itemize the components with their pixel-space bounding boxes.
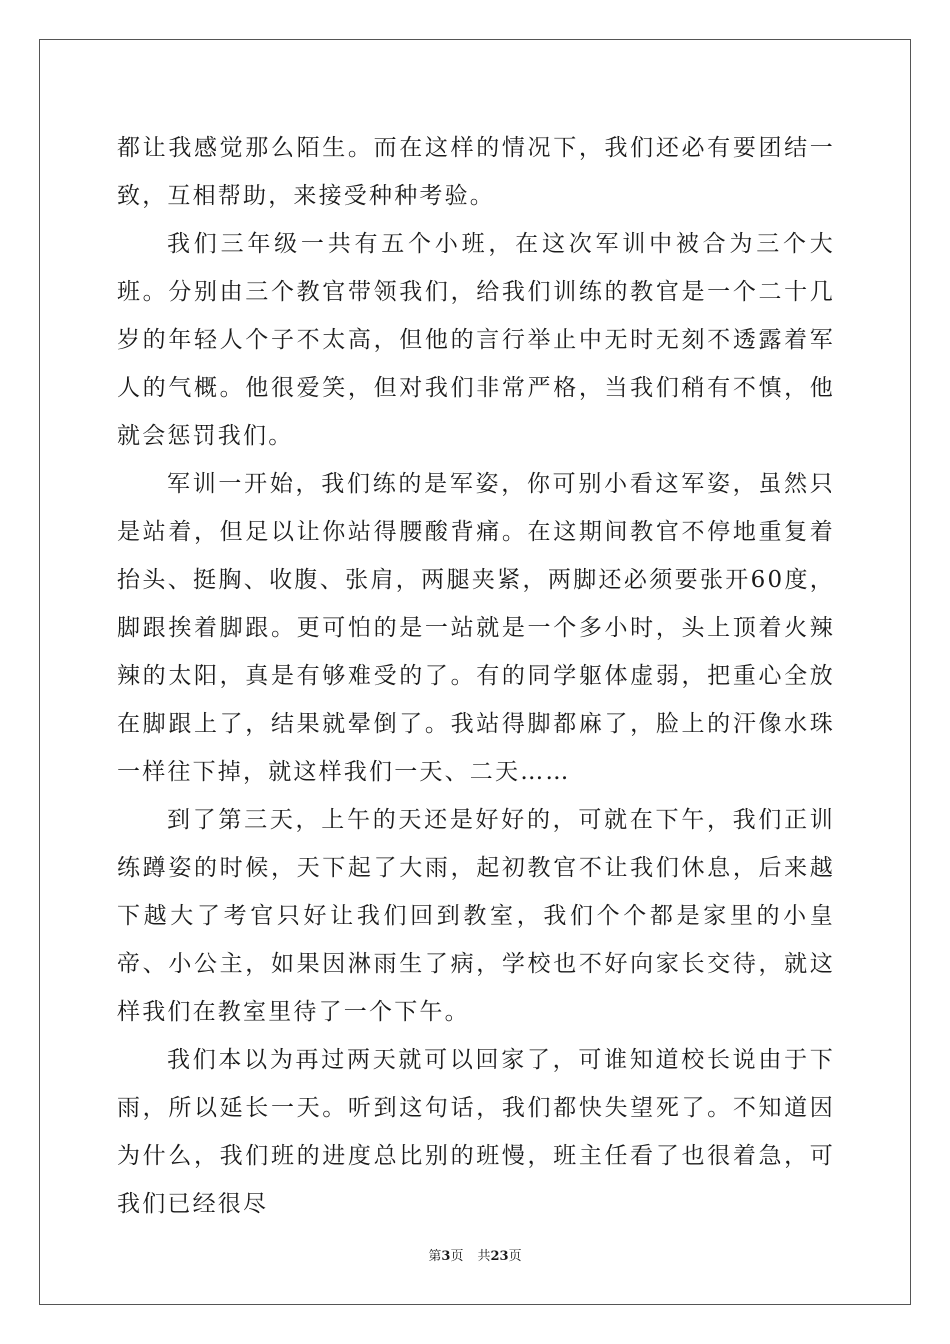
total-pages: 23 <box>490 1249 509 1264</box>
total-prefix: 共 <box>477 1249 491 1264</box>
page-suffix: 页 <box>450 1249 464 1264</box>
paragraph-2: 我们三年级一共有五个小班，在这次军训中被合为三个大班。分别由三个教官带领我们，给我们训练的教官是一个二十几岁的年轻人个子不太高，但他的言行举止中无时无刻不透露着军人的气概。他很爱笑，但对我们非常严格，当我们稍有不慎，他就会惩罚我们。 <box>117 231 835 449</box>
total-suffix: 页 <box>508 1249 522 1264</box>
paragraph-3: 军训一开始，我们练的是军姿，你可别小看这军姿，虽然只是站着，但足以让你站得腰酸背痛。在这期间教官不停地重复着抬头、挺胸、收腹、张肩，两腿夹紧，两脚还必须要张开60度，脚跟挨着脚跟。更可怕的是一站就是一个多小时，头上顶着火辣辣的太阳，真是有够难受的了。有的同学躯体虚弱，把重心全放在脚跟上了，结果就晕倒了。我站得脚都麻了，脸上的汗像水珠一样往下掉，就这样我们一天、二天…… <box>117 471 835 785</box>
document-body <box>117 124 835 1228</box>
paragraph-1: 都让我感觉那么陌生。而在这样的情况下，我们还必有要团结一致，互相帮助，来接受种种考验。 <box>117 135 835 209</box>
page-footer <box>0 1248 950 1266</box>
paragraph-5: 我们本以为再过两天就可以回家了，可谁知道校长说由于下雨，所以延长一天。听到这句话，我们都快失望死了。不知道因为什么，我们班的进度总比别的班慢，班主任看了也很着急，可我们已经很尽 <box>117 1047 835 1217</box>
page-prefix: 第 <box>428 1249 442 1264</box>
page-number: 3 <box>441 1249 451 1264</box>
paragraph-4: 到了第三天，上午的天还是好好的，可就在下午，我们正训练蹲姿的时候，天下起了大雨，起初教官不让我们休息，后来越下越大了考官只好让我们回到教室，我们个个都是家里的小皇帝、小公主，如果因淋雨生了病，学校也不好向家长交待，就这样我们在教室里待了一个下午。 <box>117 807 835 1025</box>
